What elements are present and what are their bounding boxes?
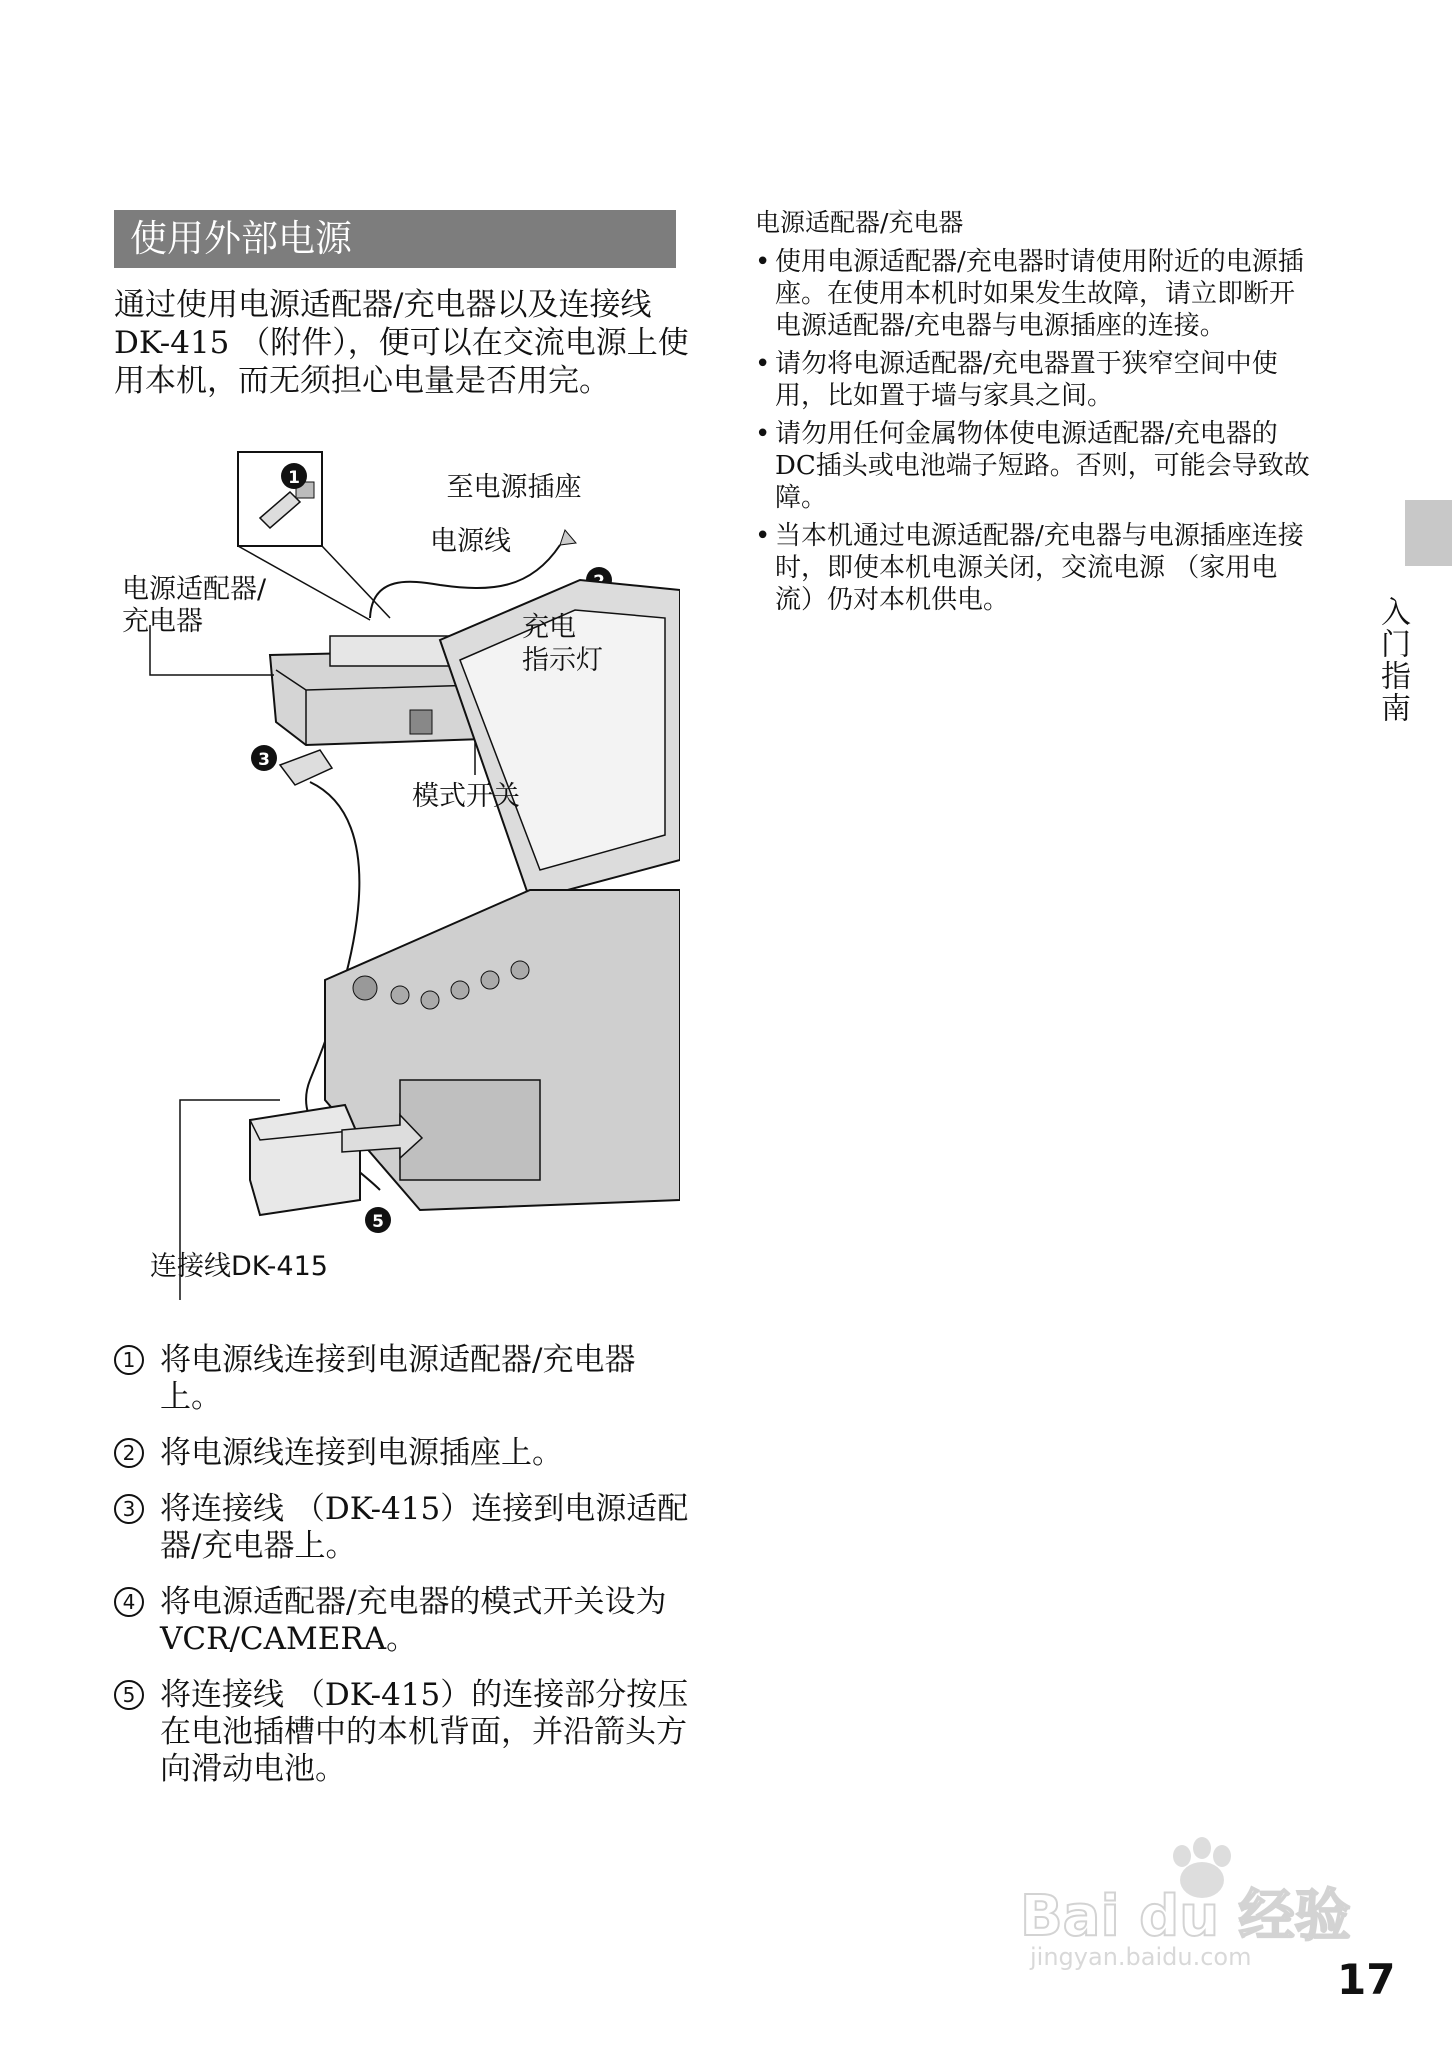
step-text: 将电源适配器/充电器的模式开关设为VCR/CAMERA。 [160, 1584, 667, 1657]
mode-switch-label: 模式开关 [412, 781, 520, 812]
dk415-connector [250, 1105, 360, 1215]
watermark-brand: Bai du 经验 [1020, 1884, 1351, 1949]
notes-title: 电源适配器/充电器 [755, 208, 964, 237]
note-item: • 请勿用任何金属物体使电源适配器/充电器的DC插头或电池端子短路。否则，可能会导致故障。 [755, 418, 1315, 514]
charge-label-2: 指示灯 [522, 645, 603, 676]
notes-list [755, 246, 1315, 616]
intro-paragraph: 通过使用电源适配器/充电器以及连接线DK-415 （附件），便可以在交流电源上使用本机，而无须担心电量是否用完。 [114, 287, 689, 399]
outlet-arrow-icon [560, 530, 576, 545]
side-tab-label: 入门指南 [1375, 596, 1410, 724]
outlet-label: 至电源插座 [446, 472, 582, 503]
step-number: 4 [114, 1587, 144, 1617]
adapter-label-1: 电源适配器/ [122, 574, 267, 605]
section-title: 使用外部电源 [114, 210, 676, 268]
step-text: 将电源线连接到电源插座上。 [160, 1435, 563, 1471]
step-item [114, 1342, 694, 1416]
charge-label-1: 充电 [522, 612, 576, 643]
step-item [114, 1491, 694, 1565]
note-item: • 使用电源适配器/充电器时请使用附近的电源插座。在使用本机时如果发生故障，请立即断开电源适配器/充电器与电源插座的连接。 [755, 246, 1315, 342]
steps-list [114, 1342, 694, 1807]
step-item [114, 1435, 694, 1472]
connection-diagram [110, 440, 680, 1300]
dk415-plug [280, 750, 332, 785]
step-item [114, 1677, 694, 1788]
page-number: 17 [1337, 1955, 1396, 2004]
side-tab-marker [1405, 500, 1452, 566]
watermark-logo [1010, 1830, 1370, 1970]
note-item: • 当本机通过电源适配器/充电器与电源插座连接时，即使本机电源关闭，交流电源 （家用电流）仍对本机供电。 [755, 520, 1315, 616]
step-number: 2 [114, 1438, 144, 1468]
power-cord-label: 电源线 [430, 526, 511, 557]
step-text: 将连接线 （DK-415）的连接部分按压在电池插槽中的本机背面，并沿箭头方向滑动电池。 [160, 1677, 689, 1787]
marker-5-label: 5 [372, 1212, 384, 1232]
step-text: 将电源线连接到电源适配器/充电器上。 [160, 1342, 636, 1415]
watermark-url: jingyan.baidu.com [1030, 1943, 1252, 1970]
step-item [114, 1584, 694, 1658]
step-number: 3 [114, 1494, 144, 1524]
step-number: 5 [114, 1680, 144, 1710]
adapter-label-2: 充电器 [122, 606, 203, 637]
step-number: 1 [114, 1345, 144, 1375]
notes-column [755, 206, 1315, 622]
marker-1-label: 1 [288, 468, 300, 488]
marker-3-label: 3 [258, 750, 270, 770]
step-text: 将连接线 （DK-415）连接到电源适配器/充电器上。 [160, 1491, 689, 1564]
note-item: • 请勿将电源适配器/充电器置于狭窄空间中使用，比如置于墙与家具之间。 [755, 348, 1315, 412]
cable-label: 连接线DK-415 [150, 1251, 328, 1282]
